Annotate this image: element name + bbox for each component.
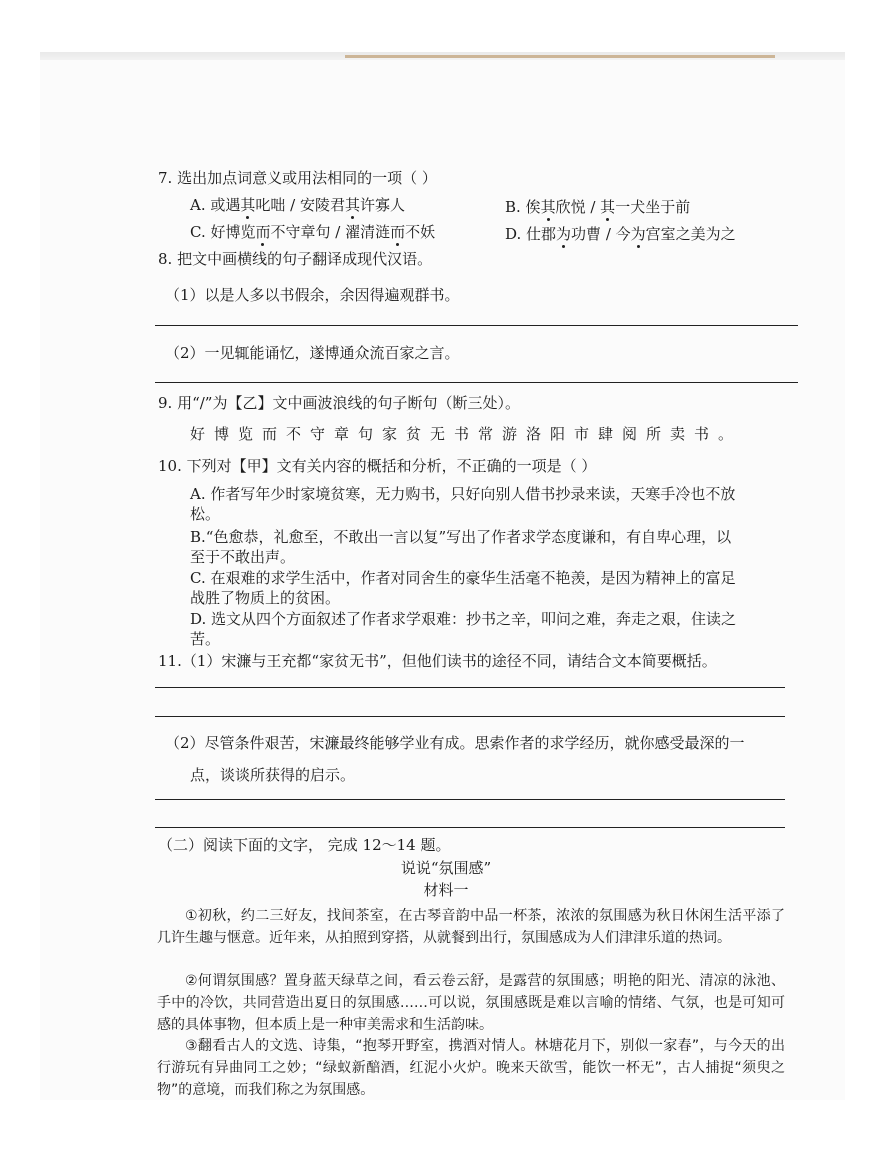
answer-line[interactable] (155, 827, 785, 828)
paragraph-2: ②何谓氛围感？置身蓝天绿草之间，看云卷云舒，是露营的氛围感；明艳的阳光、清凉的泳池、手中的冷饮，共同营造出夏日的氛围感……可以说，氛围感既是难以言喻的情绪、气氛，也是可知可感的具体事物，但本质上是一种审美需求和生活韵味。 (157, 973, 785, 1033)
q10-option-c-line2: 战胜了物质上的贫困。 (190, 589, 341, 607)
q10-option-d-line1: D. 选文从四个方面叙述了作者求学艰难：抄书之辛，叩问之难，奔走之艰，住读之 (190, 610, 737, 628)
section-heading: （二）阅读下面的文字， 完成 12～14 题。 (158, 836, 451, 854)
q10-option-b-line1: B.“色愈恭，礼愈至，不敢出一言以复”写出了作者求学态度谦和，有自卑心理，以 (190, 528, 732, 546)
answer-line[interactable] (155, 687, 785, 688)
answer-line[interactable] (155, 799, 785, 800)
q11-part-2-line2: 点，谈谈所获得的启示。 (190, 766, 356, 784)
q10-option-a-line1: A. 作者写年少时家境贫寒，无力购书，只好向别人借书抄录来读，天寒手冷也不放 (190, 485, 736, 503)
q8-sentence-1: （1）以是人多以书假余，余因得遍观群书。 (165, 286, 460, 304)
q11-part-1: 11.（1）宋濂与王充都“家贫无书”，但他们读书的途径不同，请结合文本简要概括。 (158, 652, 717, 670)
q10-option-c-line1: C. 在艰难的求学生活中，作者对同舍生的豪华生活毫不艳羡，是因为精神上的富足 (190, 569, 736, 587)
q7-option-a: A. 或遇其叱咄 / 安陵君其许寡人 (190, 196, 406, 214)
q9-stem: 9. 用“/”为【乙】文中画波浪线的句子断句（断三处）。 (158, 394, 520, 412)
q10-stem: 10. 下列对【甲】文有关内容的概括和分析，不正确的一项是（ ） (158, 457, 597, 475)
q7-stem: 7. 选出加点词意义或用法相同的一项（ ） (158, 169, 437, 187)
q10-option-b-line2: 至于不敢出声。 (190, 548, 296, 566)
answer-line[interactable] (155, 716, 785, 717)
q7-option-b: B. 俟其欣悦 / 其一犬坐于前 (505, 198, 691, 216)
scan-artifact-mark (345, 55, 775, 58)
q9-sentence: 好博览而不守章句家贫无书常游洛阳市肆阅所卖书。 (190, 425, 743, 443)
q10-option-a-line2: 松。 (190, 505, 221, 523)
answer-line[interactable] (155, 382, 798, 383)
q7-option-d: D. 仕郡为功曹 / 今为宫室之美为之 (505, 225, 736, 243)
q10-option-d-line2: 苦。 (190, 630, 221, 648)
q7-option-c: C. 好博览而不守章句 / 濯清涟而不妖 (190, 223, 436, 241)
q8-sentence-2: （2）一见辄能诵忆，遂博通众流百家之言。 (165, 344, 460, 362)
paragraph-1: ①初秋，约二三好友，找间茶室，在古琴音韵中品一杯茶，浓浓的氛围感为秋日休闲生活平添了几许生趣与惬意。近年来，从拍照到穿搭，从就餐到出行，氛围感成为人们津津乐道的热词。 (157, 908, 785, 946)
article-title: 说说“氛围感” (400, 859, 492, 877)
paragraph-3: ③翻看古人的文选、诗集，“抱琴开野室，携酒对情人。林塘花月下，别似一家春”，与今天的出行游玩有异曲同工之妙；“绿蚁新醅酒，红泥小火炉。晚来天欲雪，能饮一杯无”，古人捕捉“须臾之物”的意境，而我们称之为氛围感。 (157, 1038, 785, 1098)
answer-line[interactable] (155, 325, 798, 326)
q8-stem: 8. 把文中画横线的句子翻译成现代汉语。 (158, 250, 433, 268)
q11-part-2-line1: （2）尽管条件艰苦，宋濂最终能够学业有成。思索作者的求学经历，就你感受最深的一 (165, 734, 745, 752)
material-label: 材料一 (423, 881, 469, 899)
